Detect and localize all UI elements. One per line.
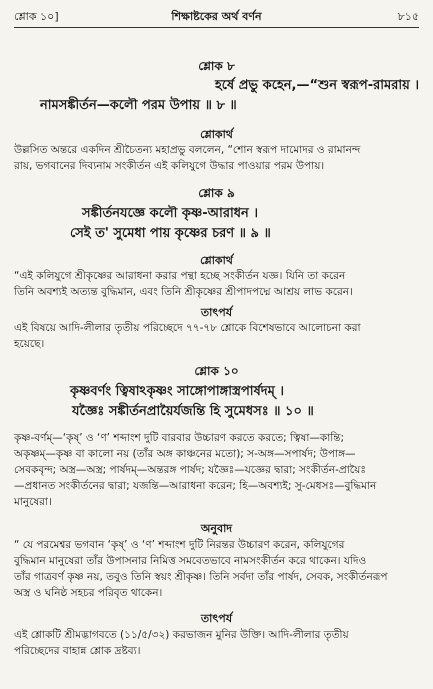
verse-8-translation-line-2: রায়, ভগবানের দিব্যনাম সংকীর্তন এই কলিযুগে উদ্ধার পাওয়ার পরম উপায়। [14,160,325,172]
verse-10-translation-line-4: অস্ত্র ও ঘনিষ্ঠ সহচর পরিবৃত থাকেন। [14,587,163,599]
verse-9-purport-heading: তাৎপর্য [200,306,233,319]
verse-9-line-2: সেই ত' সুমেধা পায় কৃষ্ণের চরণ ॥ ৯ ॥ [70,226,271,241]
verse-9-translation-line-2: তিনি অবশ্যই অত্যন্ত বুদ্ধিমান, এবং তিনি শ্রীকৃষ্ণের শ্রীপাদপদ্মে আশ্রয় লাভ করেন। [14,286,353,298]
header-divider [14,27,419,28]
verse-10-translation-line-2: বুদ্ধিমান মানুষেরা তাঁর উপাসনার নিমিত্ত সমবেতভাবে নামসংকীর্তন করে থাকেন। যদিও [14,555,367,567]
verse-10-translation-line-1: “ যে পরমেশ্বর ভগবান ‘কৃষ্’ ও ‘ণ’ শব্দাংশ দুটি নিরন্তর উচ্চারণ করেন, কলিযুগের [14,539,345,551]
verse-9-purport-line-1: এই বিষয়ে আদি-লীলার তৃতীয় পরিচ্ছেদে ৭৭-৭৮ শ্লোকে বিশেষভাবে আলোচনা করা [14,322,361,334]
verse-9-line-1: সঙ্কীর্তনযজ্ঞে কলৌ কৃষ্ণ-আরাধন । [82,206,258,221]
verse-9-heading: শ্লোক ৯ [198,186,235,200]
word-meanings-line-1: কৃষ্ণ-বর্ণম্—‘কৃষ্’ ও ‘ণ’ শব্দাংশ দুটি বারবার উচ্চারণ করতে করতে; ত্বিষা—কান্তি; [14,432,345,444]
verse-10-purport-line-2: পরিচ্ছেদের বাহান্ন শ্লোক দ্রষ্টব্য। [14,645,141,657]
verse-8-line-2: নামসঙ্কীর্তন—কলৌ পরম উপায় ॥ ৮ ॥ [40,98,237,113]
verse-8-translation-heading: শ্লোকার্থ [200,128,233,141]
running-header [14,8,419,24]
word-meanings-line-3: সেবকবৃন্দ; অস্ত্র—অস্ত্র; পার্ষদম্—অন্তরঙ্গ পার্ষদ; যজ্ঞৈঃ—যজ্ঞের দ্বারা; সংকীর্তন-প্রায়ৈঃ [14,464,366,476]
verse-8-heading: শ্লোক ৮ [198,59,235,73]
verse-10-heading: শ্লোক ১০ [194,364,239,378]
header-chapter-title: শিক্ষাষ্টকের অর্থ বর্ণন [171,10,262,23]
word-meanings-line-5: মানুষেরা। [14,496,52,508]
verse-10-purport-line-1: এই শ্লোকটি শ্রীমদ্ভাগবতে (১১/৫/৩২) করভাজন মুনির উক্তি। আদি-লীলার তৃতীয় [14,629,349,641]
verse-10-purport-heading: তাৎপর্য [200,612,233,625]
verse-9-purport-line-2: হয়েছে। [14,338,45,350]
verse-9-translation-heading: শ্লোকার্থ [200,254,233,267]
verse-8-line-1: হর্ষে প্রভু কহেন,—“শুন স্বরূপ-রামরায় । [214,78,419,93]
verse-10-translation-heading: অনুবাদ [200,522,233,535]
verse-10-translation-line-3: তাঁর গাত্রবর্ণ কৃষ্ণ নয়, তবুও তিনি স্বয়ং শ্রীকৃষ্ণ। তিনি সর্বদা তাঁর পার্ষদ, সেবক, সংকীর্তনরূপ [14,571,388,583]
word-meanings-line-4: —প্রধানত সংকীর্তনের দ্বারা; যজন্তি—আরাধনা করেন; হি—অবশ্যই; সু-মেধসঃ—বুদ্ধিমান [14,480,377,492]
verse-8-translation-line-1: উল্লসিত অন্তরে একদিন শ্রীচৈতন্য মহাপ্রভু বললেন, “শোন স্বরূপ দামোদর ও রামানন্দ [14,144,361,156]
page-number: ৮১৫ [397,10,419,23]
header-verse-ref: শ্লোক ১০] [14,10,59,23]
word-meanings-line-2: অকৃষ্ণম্—কৃষ্ণ বা কালো নয় (তাঁর অঙ্গ কাঞ্চনের মতো); স-অঙ্গ—সপার্ষদ; উপাঙ্গ— [14,448,356,460]
verse-9-translation-line-1: “এই কলিযুগে শ্রীকৃষ্ণের আরাধনা করার পন্থা হচ্ছে সংকীর্তন যজ্ঞ। যিনি তা করেন [14,270,346,282]
verse-10-line-1: কৃষ্ণবর্ণং ত্বিষাঽকৃষ্ণং সাঙ্গোপাঙ্গাস্ত্রপার্ষদম্ । [70,384,284,399]
verse-10-line-2: যজ্ঞৈঃ সঙ্কীর্তনপ্রায়ৈর্যজন্তি হি সুমেধসঃ ॥ ১০ ॥ [72,404,314,419]
